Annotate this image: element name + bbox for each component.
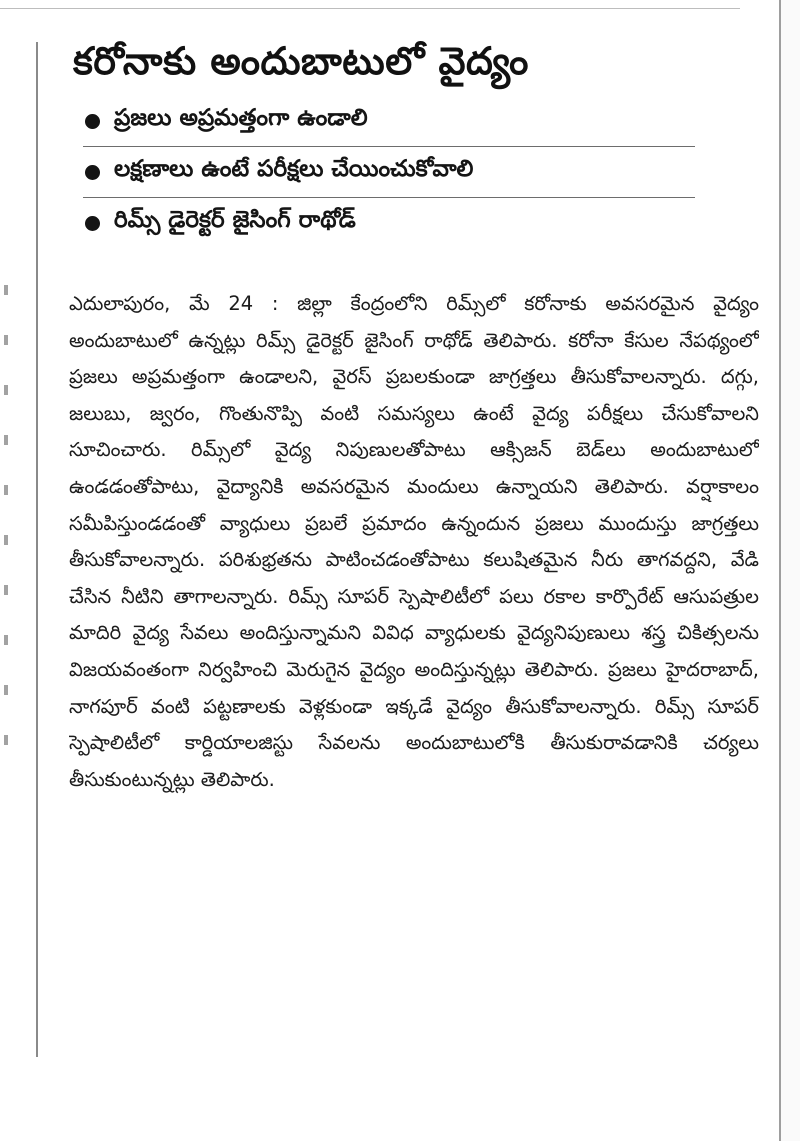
bullet-icon [85,216,100,231]
subheadline-item [83,147,695,198]
subheadline-text: లక్షణాలు ఉంటే పరీక్షలు చేయించుకోవాలి [114,156,474,182]
subheadline-list [83,96,695,248]
article-body: ఎదులాపురం, మే 24 : జిల్లా కేంద్రంలోని రిమ్స్‌లో కరోనాకు అవసరమైన వైద్యం అందుబాటులో ఉన్నట్లు రిమ్స్ డైరెక్టర్ జైసింగ్ రాథోడ్ తెలిపారు. కరోనా కేసుల నేపథ్యంలో ప్రజలు అప్రమత్తంగా ఉండాలని, వైరస్ ప్రబలకుండా జాగ్రత్తలు తీసుకోవాలన్నారు. దగ్గు, జలుబు, జ్వరం, గొంతునొప్పి వంటి సమస్యలు ఉంటే వైద్య పరీక్షలు చేసుకోవాలని సూచించారు. రిమ్స్‌లో వైద్య నిపుణులతోపాటు ఆక్సిజన్ బెడ్‌లు అందుబాటులో ఉండడంతోపాటు, వైద్యానికి అవసరమైన మందులు ఉన్నాయని తెలిపారు. వర్షాకాలం సమీపిస్తుండడంతో వ్యాధులు ప్రబలే ప్రమాదం ఉన్నందున ప్రజలు ముందుస్తు జాగ్రత్తలు తీసుకోవాలన్నారు. పరిశుభ్రతను పాటించడంతోపాటు కలుషితమైన నీరు తాగవద్దని, వేడి చేసిన నీటిని తాగాలన్నారు. రిమ్స్ సూపర్ స్పెషాలిటీలో పలు రకాల కార్పొరేట్ ఆసుపత్రుల మాదిరి వైద్య సేవలు అందిస్తున్నామని వివిధ వ్యాధులకు వైద్యనిపుణులు శస్త్ర చికిత్సలను విజయవంతంగా నిర్వహించి మెరుగైన వైద్యం అందిస్తున్నట్లు తెలిపారు. ప్రజలు హైదరాబాద్, నాగపూర్ వంటి పట్టణాలకు వెళ్లకుండా ఇక్కడే వైద్యం తీసుకోవాలన్నారు. రిమ్స్ సూపర్ స్పెషాలిటీలో కార్డియాలజిస్టు సేవలను అందుబాటులోకి తీసుకురావడానికి చర్యలు తీసుకుంటున్నట్లు తెలిపారు. [69,292,759,791]
subheadline-text: రిమ్స్ డైరెక్టర్ జైసింగ్ రాథోడ్ [114,207,356,233]
subheadline-text: ప్రజలు అప్రమత్తంగా ఉండాలి [114,105,368,131]
page-top-edge [0,0,740,9]
bullet-icon [85,114,100,129]
subheadline-item [83,198,695,248]
news-article [55,30,759,1096]
margin-marks [0,285,10,785]
column-rule [36,42,38,1057]
bullet-icon [85,165,100,180]
headline: కరోనాకు అందుబాటులో వైద్యం [73,39,529,83]
page-right-edge [779,0,800,1141]
subheadline-item [83,96,695,147]
